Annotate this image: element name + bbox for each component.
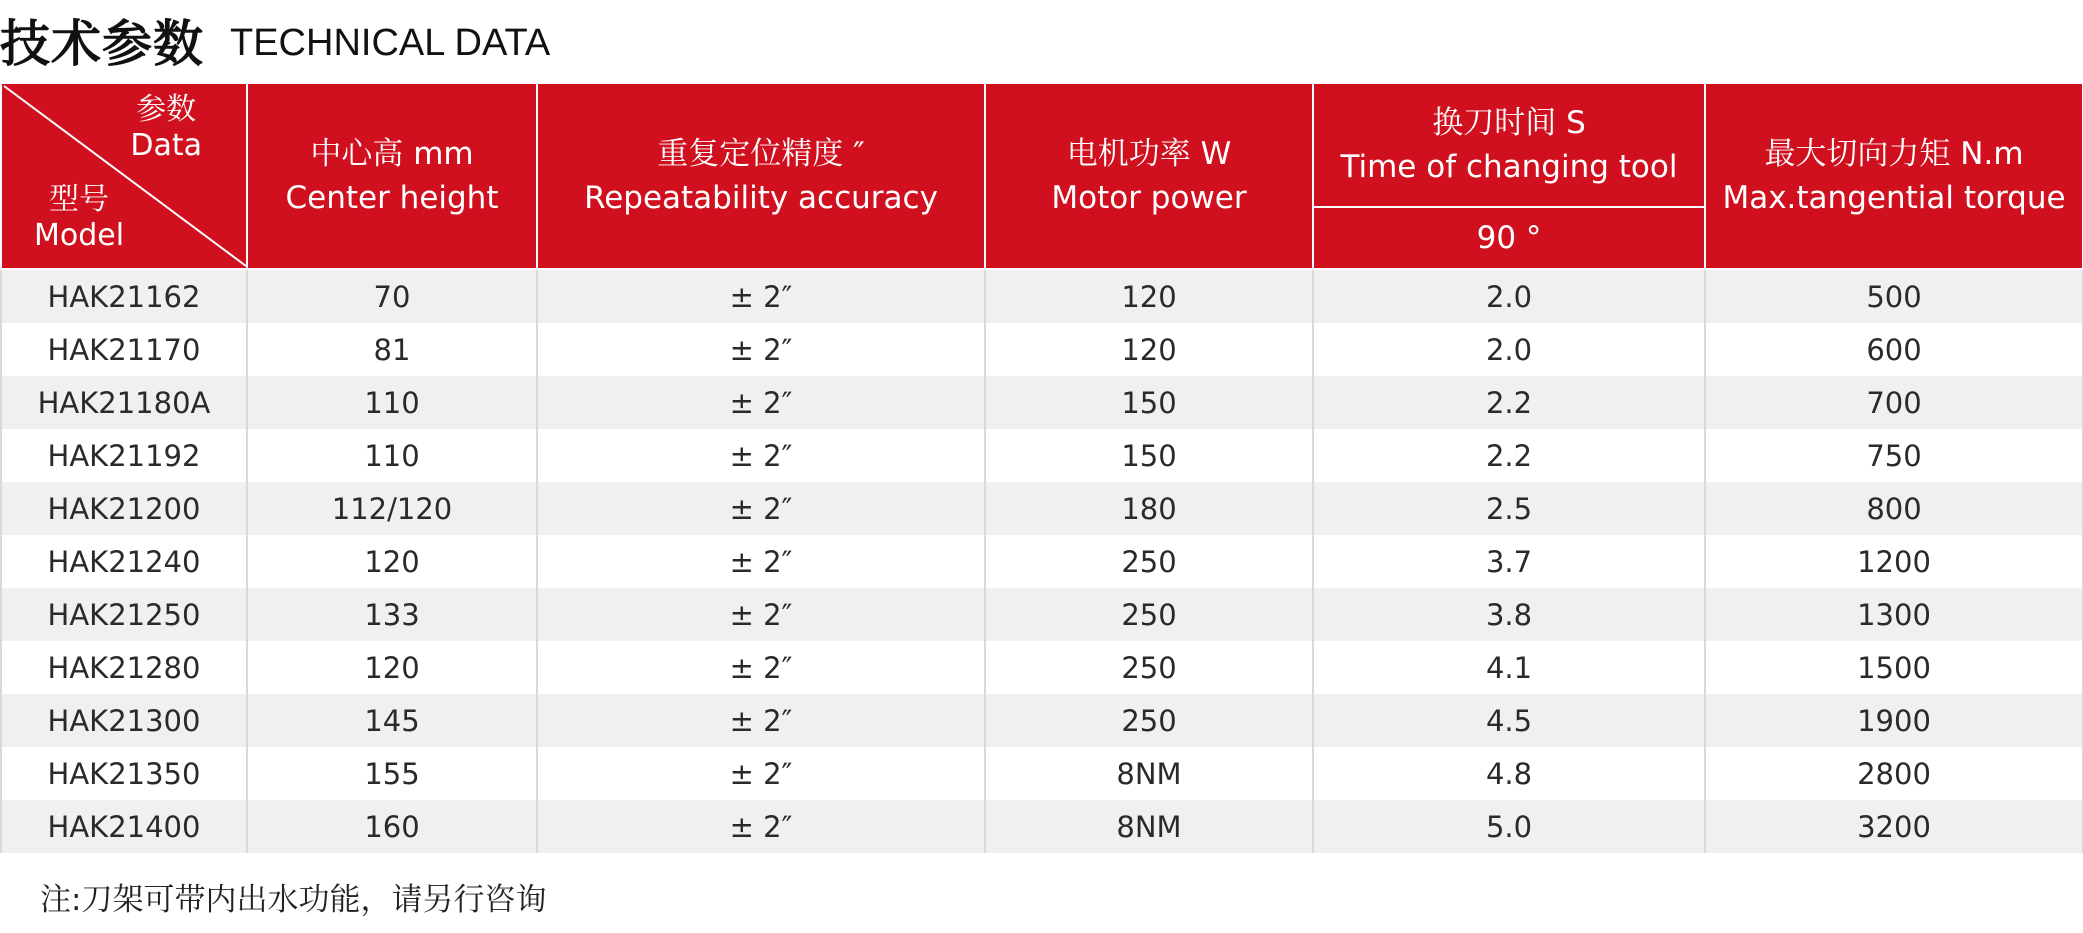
header-tool-change-time bbox=[1313, 83, 1705, 207]
cell-repeatability: ± 2″ bbox=[537, 747, 985, 800]
cell-tool-change-time: 2.2 bbox=[1313, 376, 1705, 429]
header-max-torque bbox=[1705, 83, 2083, 269]
cell-repeatability: ± 2″ bbox=[537, 429, 985, 482]
table-row bbox=[1, 535, 2083, 588]
page-title bbox=[0, 8, 550, 72]
cell-repeatability: ± 2″ bbox=[537, 269, 985, 323]
cell-repeatability: ± 2″ bbox=[537, 588, 985, 641]
table-row bbox=[1, 376, 2083, 429]
corner-model-en: Model bbox=[34, 218, 125, 253]
cell-tool-change-time: 3.7 bbox=[1313, 535, 1705, 588]
cell-motor-power: 250 bbox=[985, 694, 1313, 747]
table-row bbox=[1, 641, 2083, 694]
footnote: 注:刀架可带内出水功能，请另行咨询 bbox=[40, 882, 547, 918]
cell-model: HAK21300 bbox=[1, 694, 247, 747]
cell-repeatability: ± 2″ bbox=[537, 482, 985, 535]
cell-model: HAK21250 bbox=[1, 588, 247, 641]
cell-model: HAK21170 bbox=[1, 323, 247, 376]
cell-tool-change-time: 4.1 bbox=[1313, 641, 1705, 694]
header-motor-power-en: Motor power bbox=[1051, 180, 1247, 216]
cell-tool-change-time: 2.0 bbox=[1313, 323, 1705, 376]
header-tool-change-en: Time of changing tool bbox=[1340, 149, 1678, 185]
table-row bbox=[1, 694, 2083, 747]
cell-center-height: 145 bbox=[247, 694, 537, 747]
cell-max-torque: 1300 bbox=[1705, 588, 2083, 641]
cell-tool-change-time: 4.8 bbox=[1313, 747, 1705, 800]
cell-center-height: 70 bbox=[247, 269, 537, 323]
corner-data-en: Data bbox=[130, 128, 202, 163]
header-repeatability-en: Repeatability accuracy bbox=[584, 180, 938, 216]
cell-max-torque: 1500 bbox=[1705, 641, 2083, 694]
cell-center-height: 120 bbox=[247, 535, 537, 588]
table-row bbox=[1, 482, 2083, 535]
cell-center-height: 155 bbox=[247, 747, 537, 800]
cell-tool-change-time: 2.2 bbox=[1313, 429, 1705, 482]
title-english: TECHNICAL DATA bbox=[230, 21, 551, 64]
cell-center-height: 81 bbox=[247, 323, 537, 376]
table-row bbox=[1, 800, 2083, 853]
table-row bbox=[1, 588, 2083, 641]
table-row bbox=[1, 429, 2083, 482]
header-max-torque-cn: 最大切向力矩 N.m bbox=[1764, 136, 2024, 172]
cell-max-torque: 1900 bbox=[1705, 694, 2083, 747]
corner-data-label bbox=[130, 92, 202, 164]
header-motor-power bbox=[985, 83, 1313, 269]
cell-repeatability: ± 2″ bbox=[537, 376, 985, 429]
cell-max-torque: 3200 bbox=[1705, 800, 2083, 853]
cell-max-torque: 600 bbox=[1705, 323, 2083, 376]
table-row bbox=[1, 269, 2083, 323]
cell-model: HAK21240 bbox=[1, 535, 247, 588]
cell-model: HAK21350 bbox=[1, 747, 247, 800]
cell-motor-power: 8NM bbox=[985, 800, 1313, 853]
table-row bbox=[1, 747, 2083, 800]
table-body bbox=[1, 269, 2083, 853]
cell-repeatability: ± 2″ bbox=[537, 323, 985, 376]
cell-model: HAK21200 bbox=[1, 482, 247, 535]
cell-max-torque: 500 bbox=[1705, 269, 2083, 323]
cell-repeatability: ± 2″ bbox=[537, 694, 985, 747]
cell-tool-change-time: 2.5 bbox=[1313, 482, 1705, 535]
technical-data-table bbox=[0, 82, 2083, 853]
cell-model: HAK21400 bbox=[1, 800, 247, 853]
header-center-height bbox=[247, 83, 537, 269]
cell-model: HAK21280 bbox=[1, 641, 247, 694]
cell-tool-change-time: 5.0 bbox=[1313, 800, 1705, 853]
cell-repeatability: ± 2″ bbox=[537, 641, 985, 694]
cell-max-torque: 750 bbox=[1705, 429, 2083, 482]
cell-center-height: 112/120 bbox=[247, 482, 537, 535]
corner-data-cn: 参数 bbox=[136, 92, 197, 127]
cell-motor-power: 250 bbox=[985, 641, 1313, 694]
cell-tool-change-time: 4.5 bbox=[1313, 694, 1705, 747]
header-center-height-cn: 中心高 mm bbox=[310, 136, 474, 172]
cell-center-height: 133 bbox=[247, 588, 537, 641]
table-header bbox=[1, 83, 2083, 269]
cell-center-height: 110 bbox=[247, 376, 537, 429]
cell-center-height: 160 bbox=[247, 800, 537, 853]
cell-motor-power: 250 bbox=[985, 588, 1313, 641]
header-max-torque-en: Max.tangential torque bbox=[1722, 180, 2066, 216]
cell-repeatability: ± 2″ bbox=[537, 535, 985, 588]
cell-motor-power: 120 bbox=[985, 323, 1313, 376]
header-center-height-en: Center height bbox=[285, 180, 499, 216]
cell-tool-change-time: 3.8 bbox=[1313, 588, 1705, 641]
cell-model: HAK21180A bbox=[1, 376, 247, 429]
cell-max-torque: 800 bbox=[1705, 482, 2083, 535]
cell-model: HAK21162 bbox=[1, 269, 247, 323]
cell-motor-power: 8NM bbox=[985, 747, 1313, 800]
cell-center-height: 120 bbox=[247, 641, 537, 694]
cell-motor-power: 150 bbox=[985, 376, 1313, 429]
cell-motor-power: 150 bbox=[985, 429, 1313, 482]
cell-motor-power: 180 bbox=[985, 482, 1313, 535]
header-repeatability-cn: 重复定位精度 ″ bbox=[657, 136, 865, 172]
header-tool-change-subheader: 90 ° bbox=[1313, 207, 1705, 269]
cell-tool-change-time: 2.0 bbox=[1313, 269, 1705, 323]
cell-max-torque: 1200 bbox=[1705, 535, 2083, 588]
table-row bbox=[1, 323, 2083, 376]
corner-header-cell bbox=[1, 83, 247, 269]
cell-motor-power: 250 bbox=[985, 535, 1313, 588]
corner-model-cn: 型号 bbox=[49, 182, 110, 217]
cell-repeatability: ± 2″ bbox=[537, 800, 985, 853]
header-tool-change-cn: 换刀时间 S bbox=[1432, 105, 1586, 141]
cell-center-height: 110 bbox=[247, 429, 537, 482]
header-repeatability bbox=[537, 83, 985, 269]
corner-model-label bbox=[34, 182, 124, 254]
cell-motor-power: 120 bbox=[985, 269, 1313, 323]
cell-max-torque: 700 bbox=[1705, 376, 2083, 429]
header-motor-power-cn: 电机功率 W bbox=[1066, 136, 1232, 172]
cell-max-torque: 2800 bbox=[1705, 747, 2083, 800]
title-chinese: 技术参数 bbox=[0, 15, 204, 73]
cell-model: HAK21192 bbox=[1, 429, 247, 482]
